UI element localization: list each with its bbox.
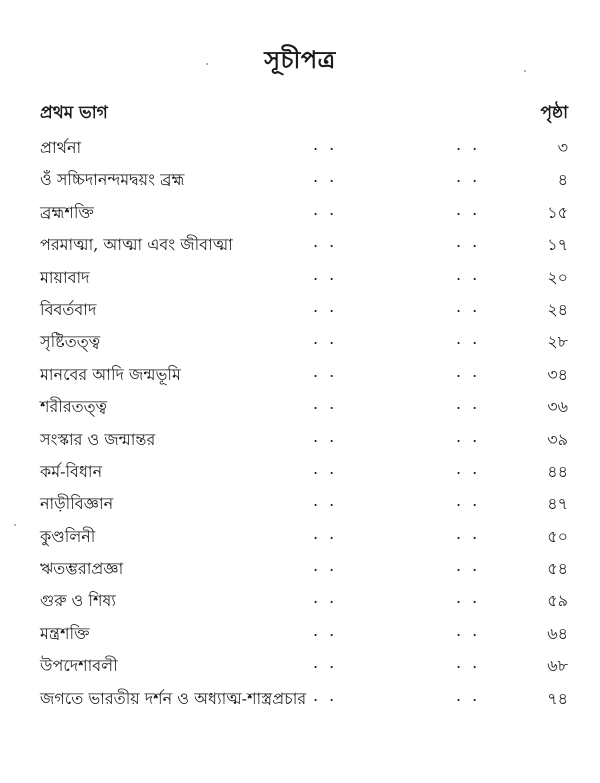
dot-leader: . . (456, 135, 481, 154)
dot-leader: . . (456, 426, 481, 446)
toc-entry (0, 325, 600, 357)
toc-entry-title: সৃষ্টিতত্ত্ব (40, 332, 101, 352)
paper-speck (524, 70, 526, 72)
toc-entry-page-number: ৭৪ (547, 688, 568, 708)
toc-entry (0, 520, 600, 552)
toc-entry-title: গুরু ও শিষ্য (40, 591, 116, 611)
dot-leader: . . (456, 685, 481, 705)
toc-entry (0, 552, 600, 584)
toc-entry-title: নাড়ীবিজ্ঞান (40, 494, 114, 514)
toc-entry-title: উপদেশাবলী (40, 656, 118, 676)
toc-entry-page-number: ১৭ (547, 235, 568, 255)
dot-leader: . . (313, 329, 338, 349)
dot-leader: . . (313, 620, 338, 640)
toc-entry-title: বিবর্তবাদ (40, 299, 97, 319)
toc-entry (0, 293, 600, 325)
toc-entry (0, 649, 600, 681)
dot-leader: . . (313, 361, 338, 381)
paper-speck (206, 63, 208, 65)
dot-leader: . . (313, 556, 338, 576)
toc-entry-page-number: ৩৬ (547, 397, 568, 417)
toc-entry-page-number: ৪৪ (547, 461, 568, 481)
toc-entry-page-number: ৬৮ (547, 656, 568, 676)
toc-entry (0, 584, 600, 616)
dot-leader: . . (456, 167, 481, 187)
dot-leader: . . (313, 685, 338, 705)
paper-speck (14, 524, 16, 526)
toc-entry-title: ঋতম্ভরাপ্রজ্ঞা (40, 559, 124, 579)
dot-leader: . . (313, 458, 338, 478)
dot-leader: . . (456, 264, 481, 284)
toc-entry-title: পরমাত্মা, আত্মা এবং জীবাত্মা (40, 235, 233, 255)
toc-entry-page-number: ৫৪ (547, 559, 568, 579)
dot-leader: . . (456, 556, 481, 576)
toc-entry-page-number: ৩৯ (547, 429, 568, 449)
dot-leader: . . (456, 523, 481, 543)
toc-entry (0, 487, 600, 519)
dot-leader: . . (456, 458, 481, 478)
toc-list (0, 131, 600, 714)
dot-leader: . . (313, 523, 338, 543)
dot-leader: . . (313, 135, 338, 154)
toc-entry-title: কর্ম-বিধান (40, 461, 103, 481)
dot-leader: . . (456, 394, 481, 414)
toc-entry-page-number: ১৫ (547, 202, 568, 222)
dot-leader: . . (313, 264, 338, 284)
dot-leader: . . (456, 361, 481, 381)
toc-entry (0, 423, 600, 455)
toc-entry-page-number: ৬৪ (547, 623, 568, 643)
toc-entry (0, 455, 600, 487)
toc-entry-page-number: ৪৭ (547, 494, 568, 514)
page-column-heading: পৃষ্ঠা (540, 103, 568, 123)
dot-leader: . . (456, 588, 481, 608)
dot-leader: . . (313, 394, 338, 414)
toc-entry-title: জগতে ভারতীয় দর্শন ও অধ্যাত্ম-শাস্ত্রপ্রচার (40, 688, 307, 708)
dot-leader: . . (456, 199, 481, 219)
toc-entry (0, 261, 600, 293)
toc-entry (0, 228, 600, 260)
toc-entry (0, 682, 600, 714)
toc-entry-title: ওঁ সচ্চিদানন্দমদ্বয়ং ব্রহ্ম (40, 170, 185, 190)
dot-leader: . . (456, 653, 481, 673)
toc-entry-page-number: ৫০ (547, 526, 568, 546)
dot-leader: . . (313, 588, 338, 608)
toc-entry (0, 163, 600, 195)
toc-entry-page-number: ৩ (557, 138, 568, 157)
toc-entry-title: মানবের আদি জন্মভূমি (40, 364, 181, 384)
toc-entry-title: মন্ত্রশক্তি (40, 623, 90, 643)
dot-leader: . . (313, 167, 338, 187)
dot-leader: . . (456, 329, 481, 349)
dot-leader: . . (313, 296, 338, 316)
dot-leader: . . (313, 491, 338, 511)
dot-leader: . . (456, 296, 481, 316)
toc-entry (0, 390, 600, 422)
toc-entry (0, 131, 600, 163)
toc-entry-title: শরীরতত্ত্ব (40, 397, 108, 417)
dot-leader: . . (313, 653, 338, 673)
toc-entry-page-number: ৩৪ (547, 364, 568, 384)
page-title: সূচীপত্র (264, 45, 336, 74)
dot-leader: . . (313, 232, 338, 252)
toc-entry-title: প্রার্থনা (40, 138, 82, 157)
toc-entry (0, 358, 600, 390)
toc-entry-page-number: ২৪ (547, 299, 568, 319)
toc-entry-title: মায়াবাদ (40, 267, 90, 287)
toc-entry (0, 617, 600, 649)
dot-leader: . . (456, 491, 481, 511)
dot-leader: . . (313, 199, 338, 219)
toc-entry-title: কুণ্ডলিনী (40, 526, 96, 546)
toc-entry-page-number: ৫৯ (547, 591, 568, 611)
dot-leader: . . (313, 426, 338, 446)
toc-entry (0, 196, 600, 228)
toc-entry-title: সংস্কার ও জন্মান্তর (40, 429, 156, 449)
dot-leader: . . (456, 232, 481, 252)
toc-entry-title: ব্রহ্মশক্তি (40, 202, 94, 222)
dot-leader: . . (456, 620, 481, 640)
toc-entry-page-number: ২৮ (547, 332, 568, 352)
toc-entry-page-number: ২০ (547, 267, 568, 287)
section-heading: প্রথম ভাগ (40, 103, 108, 123)
toc-entry-page-number: ৪ (557, 170, 568, 190)
